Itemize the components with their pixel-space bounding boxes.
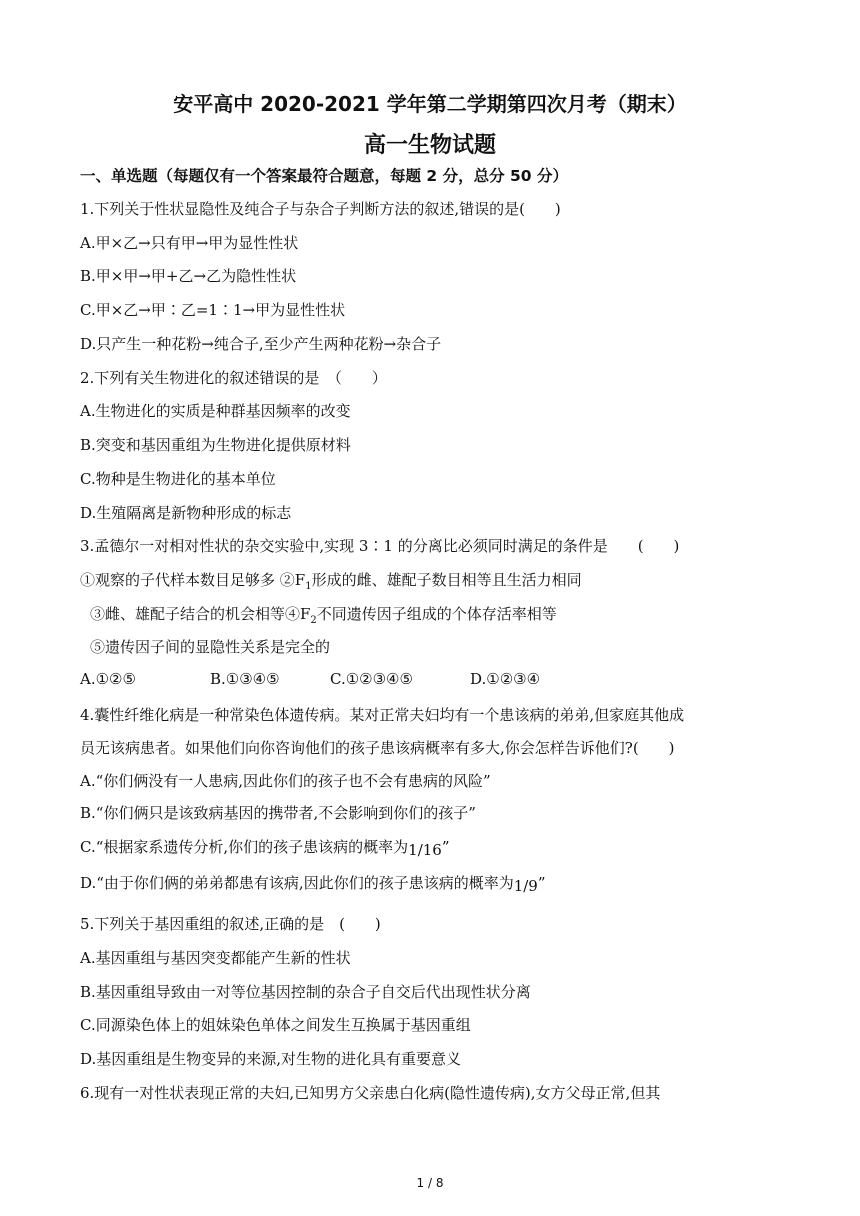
q2-option-d: D.生殖隔离是新物种形成的标志 [80, 504, 292, 522]
q1-option-d: D.只产生一种花粉→纯合子,至少产生两种花粉→杂合子 [80, 335, 442, 353]
q2-option-a: A.生物进化的实质是种群基因频率的改变 [80, 402, 351, 420]
q3-option-c: C.①②③④⑤ [330, 670, 413, 688]
q3-option-d: D.①②③④ [470, 670, 541, 688]
q3-c1-sub: 1 [305, 581, 312, 592]
q5-option-b: B.基因重组导致由一对等位基因控制的杂合子自交后代出现性状分离 [80, 983, 531, 1001]
q3-c2-sub: 2 [310, 615, 317, 626]
q3-conditions-1 [80, 569, 582, 592]
q4-option-a: A.“你们俩没有一人患病,因此你们的孩子也不会有患病的风险” [80, 772, 491, 790]
q5-option-a: A.基因重组与基因突变都能产生新的性状 [80, 949, 351, 967]
q3-option-b: B.①③④⑤ [210, 670, 280, 688]
q6-stem: 6.现有一对性状表现正常的夫妇,已知男方父亲患白化病(隐性遗传病),女方父母正常,但其 [80, 1084, 661, 1102]
q3-c2-pre: ③雌、雄配子结合的机会相等④F [90, 605, 311, 623]
q5-option-c: C.同源染色体上的姐妹染色单体之间发生互换属于基因重组 [80, 1016, 471, 1034]
q4-c-post: ” [441, 838, 450, 856]
q4-c-pre: C.“根据家系遗传分析,你们的孩子患该病的概率为 [80, 838, 409, 856]
q1-option-b: B.甲×甲→甲+乙→乙为隐性性状 [80, 267, 297, 285]
q1-stem: 1.下列关于性状显隐性及纯合子与杂合子判断方法的叙述,错误的是( ) [80, 200, 561, 218]
page-number: 1 / 8 [416, 1176, 444, 1190]
q4-d-fraction: 1/9 [513, 877, 538, 895]
q5-stem: 5.下列关于基因重组的叙述,正确的是 ( ) [80, 915, 381, 933]
q3-conditions-2 [90, 603, 557, 626]
q4-option-d [80, 872, 546, 893]
q5-option-d: D.基因重组是生物变异的来源,对生物的进化具有重要意义 [80, 1050, 462, 1068]
q1-option-a: A.甲×乙→只有甲→甲为显性性状 [80, 234, 299, 252]
q4-option-b: B.“你们俩只是该致病基因的携带者,不会影响到你们的孩子” [80, 804, 476, 822]
q4-stem-line1: 4.囊性纤维化病是一种常染色体遗传病。某对正常夫妇均有一个患该病的弟弟,但家庭其他成 [80, 706, 685, 724]
q4-d-pre: D.“由于你们俩的弟弟都患有该病,因此你们的孩子患该病的概率为 [80, 874, 514, 892]
exam-title: 安平高中 2020-2021 学年第二学期第四次月考（期末） [173, 92, 687, 116]
q4-c-fraction: 1/16 [408, 841, 442, 859]
q2-option-b: B.突变和基因重组为生物进化提供原材料 [80, 436, 351, 454]
section-heading: 一、单选题（每题仅有一个答案最符合题意，每题 2 分，总分 50 分） [80, 167, 568, 185]
q2-stem: 2.下列有关生物进化的叙述错误的是 （ ） [80, 369, 387, 387]
q3-conditions-3: ⑤遗传因子间的显隐性关系是完全的 [90, 638, 331, 656]
exam-subtitle: 高一生物试题 [363, 133, 496, 158]
q3-options [80, 670, 540, 688]
q3-c1-pre: ①观察的子代样本数目足够多 ②F [80, 571, 306, 589]
q3-stem: 3.孟德尔一对相对性状的杂交实验中,实现 3∶1 的分离比必须同时满足的条件是 ( ) [80, 537, 680, 555]
q4-stem-line2: 员无该病患者。如果他们向你咨询他们的孩子患该病概率有多大,你会怎样告诉他们?( ) [80, 739, 675, 757]
q3-c1-post: 形成的雌、雄配子数目相等且生活力相同 [311, 571, 582, 589]
q3-option-a: A.①②⑤ [80, 670, 136, 688]
q2-option-c: C.物种是生物进化的基本单位 [80, 470, 276, 488]
q3-c2-post: 不同遗传因子组成的个体存活率相等 [316, 605, 557, 623]
q1-option-c: C.甲×乙→甲∶乙=1∶1→甲为显性性状 [80, 301, 346, 319]
q4-option-c [80, 836, 450, 857]
q4-d-post: ” [537, 874, 546, 892]
